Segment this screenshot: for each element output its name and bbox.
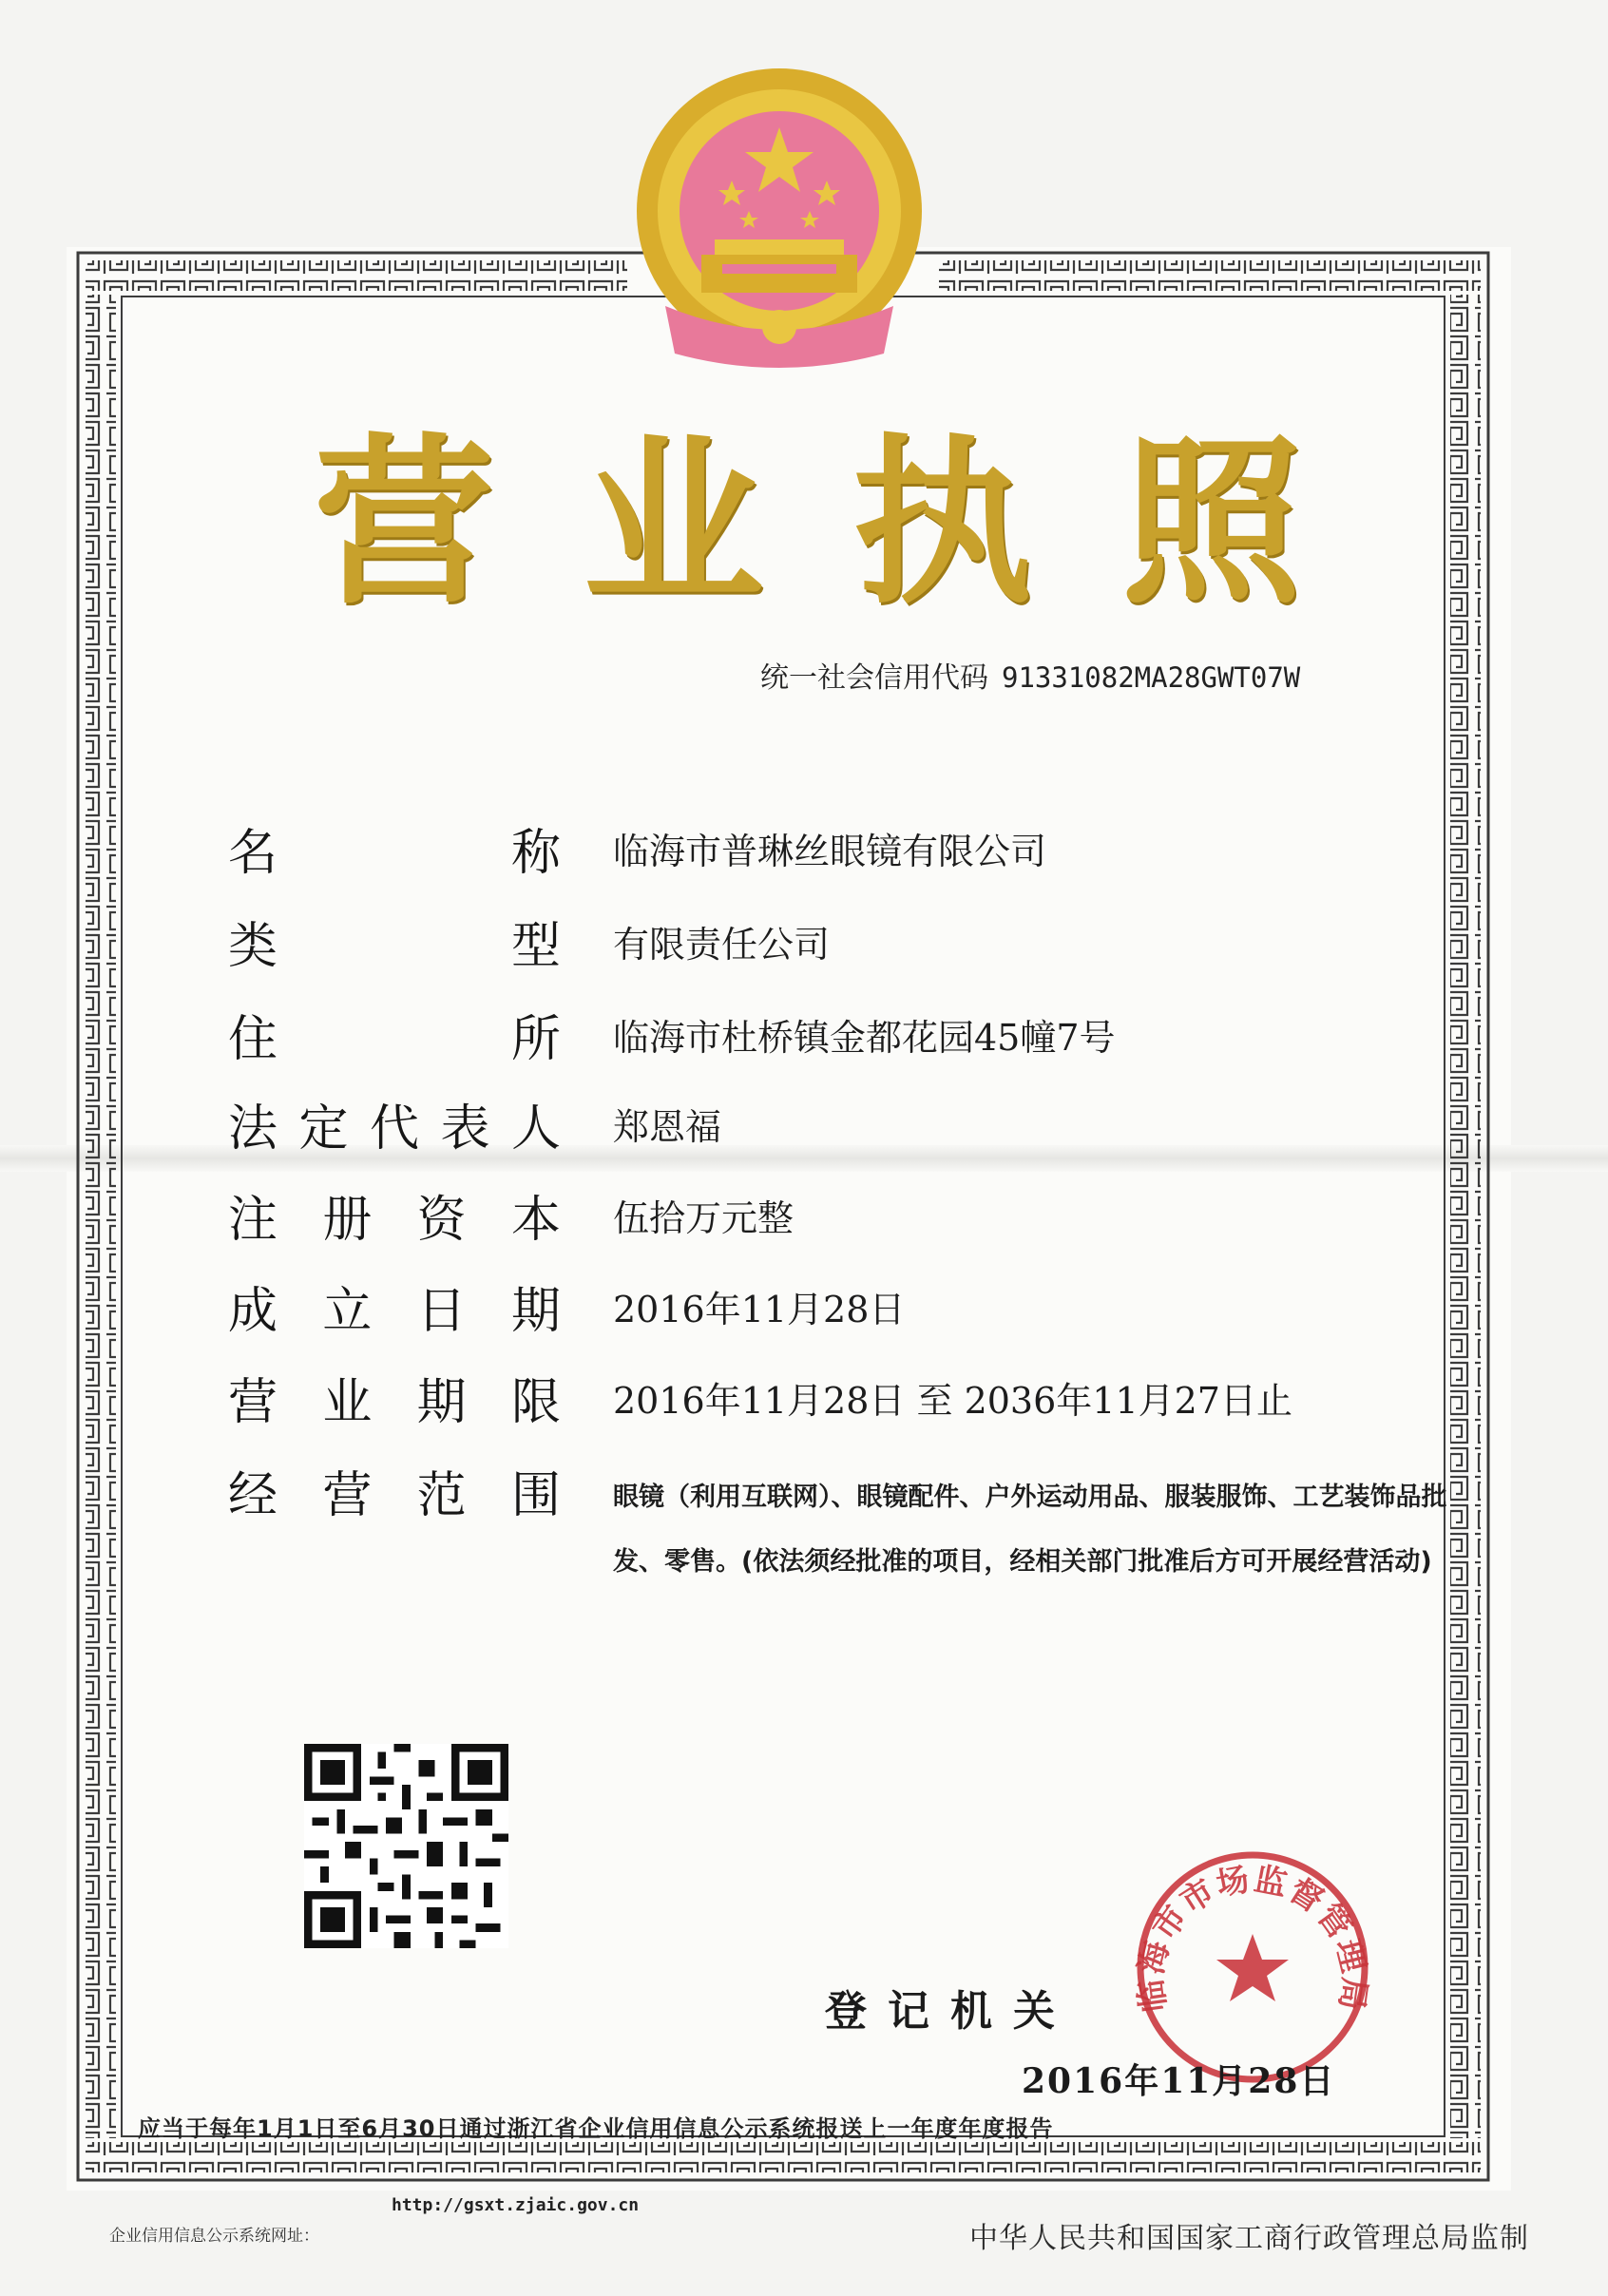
footer-url-link[interactable]: http://gsxt.zjaic.gov.cn xyxy=(392,2195,640,2215)
field-row-address xyxy=(228,1011,1116,1068)
svg-text:临海市市场监督管理局: 临海市市场监督管理局 xyxy=(1131,1860,1374,2015)
qr-code[interactable] xyxy=(304,1744,508,1948)
field-row-established xyxy=(228,1283,906,1340)
field-label: 营 业 期 限 xyxy=(228,1374,561,1431)
field-row-type xyxy=(228,918,831,975)
document-title xyxy=(314,416,1302,628)
field-row-term xyxy=(228,1374,1292,1431)
registrar-label: 登记机关 xyxy=(825,1987,1076,2036)
field-value-company-name: 临海市普琳丝眼镜有限公司 xyxy=(613,831,1047,872)
field-row-scope xyxy=(228,1467,1449,1595)
field-label: 法 定 代 表 人 xyxy=(228,1100,561,1158)
title-char: 执 xyxy=(852,416,1033,628)
field-row-name xyxy=(228,825,1047,882)
field-label: 名 称 xyxy=(228,825,561,882)
title-char: 照 xyxy=(1120,416,1302,628)
field-value-legal-rep: 郑恩福 xyxy=(613,1106,722,1148)
footer-website-label: 企业信用信息公示系统网址： xyxy=(109,2227,319,2246)
title-char: 营 xyxy=(314,416,495,628)
field-label: 经 营 范 围 xyxy=(228,1467,561,1524)
field-value-business-scope: 眼镜（利用互联网）、眼镜配件、户外运动用品、服装服饰、工艺装饰品批发、零售。(依法须经批准的项目，经相关部门批准后方可开展经营活动) xyxy=(613,1483,1447,1577)
field-value-address: 临海市杜桥镇金都花园45幢7号 xyxy=(613,1017,1116,1059)
footer-supervisor: 中华人民共和国国家工商行政管理总局监制 xyxy=(969,2222,1529,2255)
field-label: 类 型 xyxy=(228,918,561,975)
field-value-capital: 伍拾万元整 xyxy=(613,1197,794,1239)
field-row-capital xyxy=(228,1192,794,1249)
national-emblem-icon xyxy=(627,68,931,382)
annual-report-notice: 应当于每年1月1日至6月30日通过浙江省企业信用信息公示系统报送上一年度年度报告 xyxy=(138,2115,1054,2142)
official-seal xyxy=(1129,1844,1376,2091)
credit-code-value: 91331082MA28GWT07W xyxy=(1002,661,1301,694)
registration-date: 2016年11月28日 xyxy=(1022,2061,1336,2101)
field-label: 住 所 xyxy=(228,1011,561,1068)
field-value-type: 有限责任公司 xyxy=(613,924,831,966)
credit-code-label: 统一社会信用代码 xyxy=(760,661,988,695)
field-value-term: 2016年11月28日 至 2036年11月27日止 xyxy=(613,1380,1292,1422)
field-label: 成 立 日 期 xyxy=(228,1283,561,1340)
credit-code-line xyxy=(760,654,1300,696)
title-char: 业 xyxy=(583,416,764,628)
field-value-established: 2016年11月28日 xyxy=(613,1289,906,1330)
field-row-legal-rep xyxy=(228,1100,722,1158)
field-label: 注 册 资 本 xyxy=(228,1192,561,1249)
